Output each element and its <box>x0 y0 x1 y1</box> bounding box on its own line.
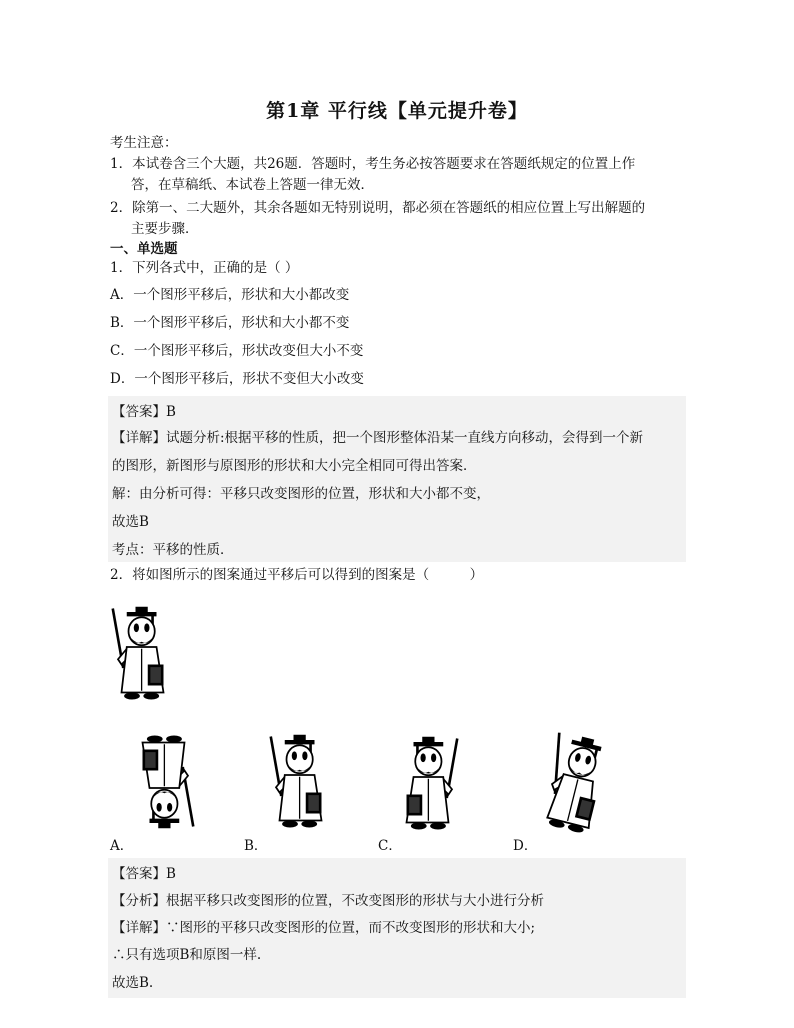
q1-point: 考点：平移的性质． <box>112 542 234 558</box>
notice-item-1: 1．本试卷含三个大题，共26题．答题时，考生务必按答题要求在答题纸规定的位置上作 <box>110 156 636 172</box>
q1-choose: 故选B <box>112 514 149 530</box>
q1-stem: 1．下列各式中，正确的是（ ） <box>110 260 299 276</box>
notice-item-2-cont: 主要步骤． <box>131 221 199 237</box>
q2-therefore: ∴只有选项B和原图一样. <box>112 947 262 963</box>
q1-answer-block <box>108 396 686 562</box>
q2-answer: 【答案】B <box>112 866 176 882</box>
q1-detail-cont: 的图形，新图形与原图形的形状和大小完全相同可得出答案． <box>112 458 477 474</box>
q1-option-d: D．一个图形平移后，形状不变但大小改变 <box>110 371 364 387</box>
option-b-label: B． <box>244 838 268 854</box>
q1-answer: 【答案】B <box>112 404 176 420</box>
q1-option-c: C．一个图形平移后，形状改变但大小不变 <box>110 343 364 359</box>
q2-detail: 【详解】∵图形的平移只改变图形的位置，而不改变图形的形状和大小; <box>112 920 536 936</box>
option-c-label: C． <box>378 838 402 854</box>
q2-analysis: 【分析】根据平移只改变图形的位置，不改变图形的形状与大小进行分析 <box>112 893 544 909</box>
page-title: 第1章 平行线【单元提升卷】 <box>266 100 528 122</box>
q2-choose: 故选B. <box>112 975 154 991</box>
q2-stem: 2．将如图所示的图案通过平移后可以得到的图案是（ ） <box>110 567 484 583</box>
section-heading: 一、单选题 <box>110 241 178 257</box>
notice-item-2: 2．除第一、二大题外，其余各题如无特别说明，都必须在答题纸的相应位置上写出解题的 <box>110 200 646 216</box>
original-figure <box>104 594 174 714</box>
notice-heading: 考生注意： <box>110 135 178 151</box>
option-a-label: A． <box>110 838 134 854</box>
option-d-figure <box>534 722 614 846</box>
notice-item-1-cont: 答，在草稿纸、本试卷上答题一律无效． <box>131 177 374 193</box>
q2-answer-block <box>108 858 686 998</box>
option-b-figure <box>262 724 332 840</box>
option-a-figure <box>132 726 202 836</box>
option-d-label: D． <box>513 838 538 854</box>
q1-option-a: A．一个图形平移后，形状和大小都改变 <box>110 287 350 303</box>
option-c-figure <box>396 726 466 842</box>
q1-detail: 【详解】试题分析:根据平移的性质，把一个图形整体沿某一直线方向移动，会得到一个新 <box>112 430 644 446</box>
q1-option-b: B．一个图形平移后，形状和大小都不变 <box>110 315 350 331</box>
q1-solution: 解：由分析可得：平移只改变图形的位置，形状和大小都不变， <box>112 486 490 502</box>
